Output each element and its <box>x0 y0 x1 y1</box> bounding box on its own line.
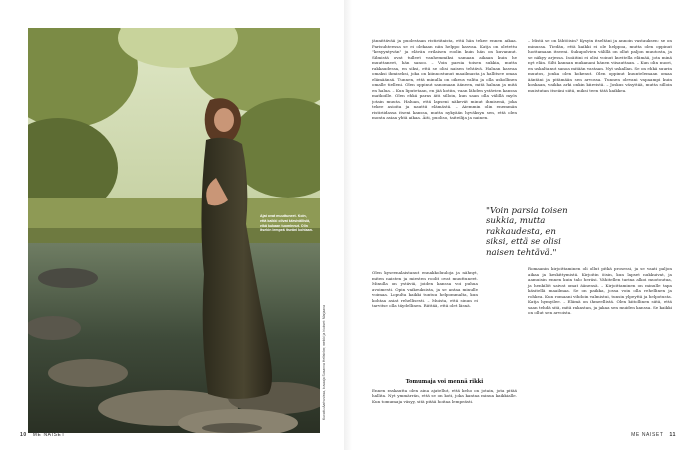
article-paragraph: Ennen raskautta olen aina ajatellut, että keho on jotain, jota pitää hallita. Nyt ymmärrän, että se on koti, joka kantaa minua kaikkialle. Kun tomumaja väsyy, sitä pitää hoitaa lempeästi. <box>372 387 517 404</box>
article-paragraph: Romaanin kirjoittaminen oli ollut pitkä prosessi, ja se vaati paljon aikaa ja keskittymistä. Kirjoitin öisin, kun lapset nukkuivat, ja aamuisin ennen kuin talo heräsi. Vähitellen tarina alkoi muotoutua, ja henkilöt saivat omat äänensä. – Kirjoittaminen on minulle tapa käsitellä maailmaa. Se on paikka, jossa voin olla rehellinen ja rohkea. Kun romaani vihdoin valmistui, tunsin ylpeyttä ja helpotusta. Katja hymyilee. – Elämä on ihmeellistä. Olen kiitollinen siitä, että saan tehdä sitä, mitä rakastan, ja jakaa sen muiden kanssa. Se kaikki on ollut sen arvoista. <box>528 266 672 316</box>
magazine-name: ME NAISET <box>32 432 66 438</box>
article-paragraph: – Mistä se on lähtöisin? Kysyin itseltäni ja annoin vastauksen: se on minussa. Tiedän, että kaikki ei ole helppoa, mutta olen oppinut luottamaan itseeni. Sukupolvien välillä on ollut paljon muutosta, ja se näkyy arjessa. Isoäitini ei olisi voinut kuvitella elämää, jota minä nyt elän. Silti kannan mukanani hänen viisauttaan. – Kun olin nuori, en uskaltanut sanoa mitään vastaan. Nyt uskallan. Se on ehkä suurin muutos, jonka olen kokenut. Olen oppinut kuuntelemaan omaa ääntäni ja pitämään sen arvossa. Tunnen olevani vapaampi kuin koskaan, vaikka arki onkin kiireistä. – Joskus väsyttää, mutta silloin muistutan itseäni siitä, miksi teen tätä kaikkea. <box>528 38 672 93</box>
article-column-2 <box>528 38 672 234</box>
spread-gutter <box>344 0 352 450</box>
magazine-name: ME NAISET <box>631 432 664 438</box>
photo-credit: Kuvattu Aarhusissa, kuvaaja Susanna Hellström; meikki ja hiukset: Marjaana <box>322 305 326 420</box>
left-page-folio <box>14 432 65 438</box>
page-number: 11 <box>669 432 676 438</box>
article-column-2-bottom <box>528 262 672 320</box>
photo-caption: Ajat ovat muuttuneet. Koin, että kaikki olivat kärsivällisiä, eikä kukaan tuominnut. Olin itsekin lempeä itseäni kohtaan. <box>260 214 313 233</box>
subheading: Tomumaja voi mennä rikki <box>405 379 484 385</box>
pull-quote: "Voin parsia toisen sukkia, mutta rakkaudesta, en siksi, että se olisi naisen tehtävä." <box>486 206 568 258</box>
page-number: 10 <box>20 432 27 438</box>
article-column-1-bottom <box>372 376 517 404</box>
article-paragraph: jännittävää ja puolestaan ristiriitaista, että hän tekee ennen aikaa. Parisuhteessa se ei olekaan niin helppo kasvaa. Katja on oletettu "kesyyntyvän" ja elävän erilaisen roolin kuin hän on kuvannut. Silmistä ovat tulleet vanhemmiksi samaan aikaan kuin he muuttaneet, hän sanoo. – Voin parsia toisen sukkia, mutta rakkaudessa, en siksi, että se olisi naisen tehtävä. Haluan kasvaa omaksi ihmiseksi, joka on kiinnostunut maailmasta ja hallitsee omaa elämäänsä. Tunnen, että minulla on oikeus valita ja olla uskollinen omalle tielleni. Olen oppinut sanomaan ääneen, mitä haluan ja mitä en halua. – Kun liputetaan, en jää kotiin, vaan lähden ystävien kanssa matkoille. Olen ehkä paras äiti silloin, kun saan olla välillä myös jotain muuta. Haluan, että lapseni näkevät minut ihmisenä, joka tekee asioita ja nauttii elämästä. – Aiemmin olin enemmän ristiriidassa itseni kanssa, mutta nykyään hyväksyn sen, että olen monta asiaa yhtä aikaa. Äiti, puoliso, taiteilija ja nainen. <box>372 38 517 120</box>
right-page-folio <box>631 432 682 438</box>
article-column-1-middle <box>372 266 478 313</box>
article-paragraph: Olen kyseenalaistanut ennakkoluuloja ja nähnyt, miten naisten ja miesten roolit ovat muuttuneet. Minulla on ystäviä, joiden kanssa voi puhua avoimesti. Opin vaikeuksista, ja se antaa minulle voimaa. Lopulta kaikki tuntuu helpommalta, kun kohtaa asiat rehellisesti. – Muista, että sinun ei tarvitse olla täydellinen. Riittää, että olet läsnä. <box>372 270 478 309</box>
article-column-1 <box>372 38 517 234</box>
